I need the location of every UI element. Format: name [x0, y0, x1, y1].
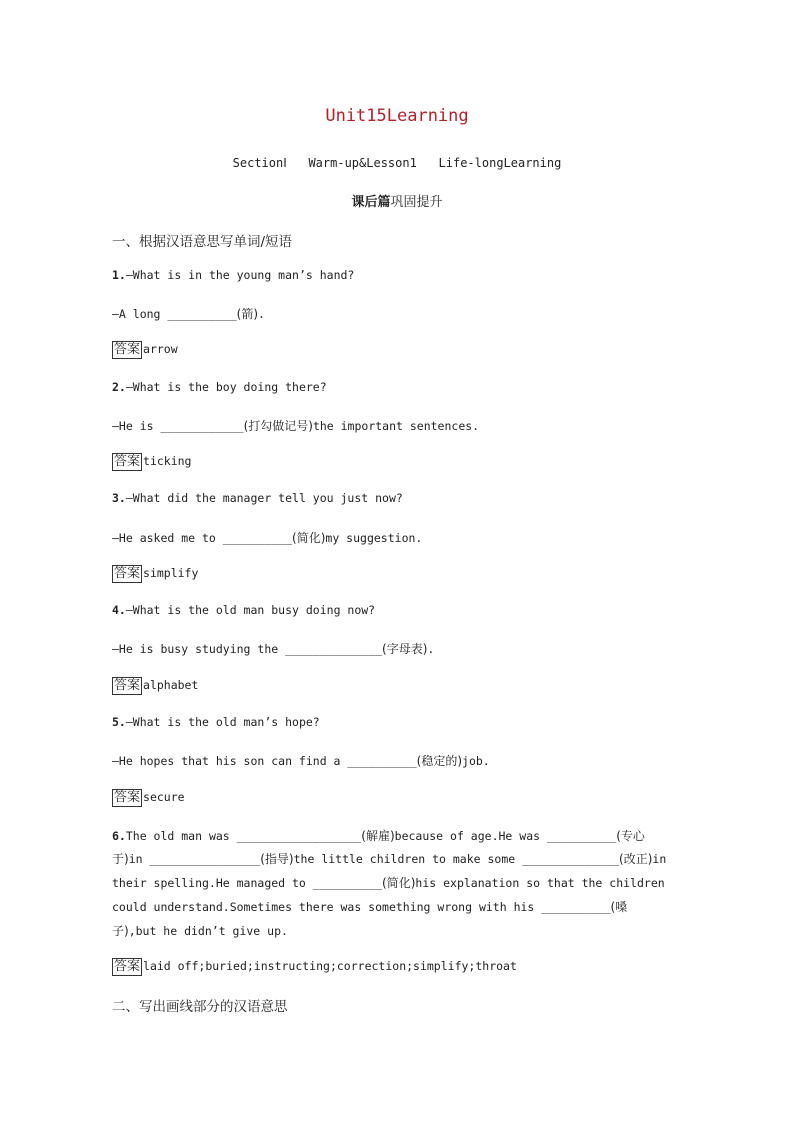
q6-text: his explanation so that the children: [415, 876, 665, 890]
q2-number: 2.: [112, 380, 126, 394]
q1-question-text: —What is in the young man’s hand?: [125, 268, 355, 282]
q6-hint: (指导): [260, 852, 294, 866]
answer-label-box: 答案: [114, 959, 141, 974]
q1-blank: __________: [167, 307, 237, 321]
q4-answer-line: [112, 640, 434, 657]
q4-answer-suffix: .: [427, 642, 435, 656]
q6-blank: __________: [546, 829, 617, 843]
q2-answer-text: ticking: [143, 454, 192, 468]
q6-answer-text: laid off;buried;instructing;correction;simplify;throat: [143, 959, 517, 973]
page-title: Unit15Learning: [325, 106, 469, 126]
q4-blank: ______________: [285, 642, 383, 656]
q6-line-1: [112, 827, 645, 844]
part1-heading: 一、根据汉语意思写单词/短语: [112, 234, 293, 250]
q6-blank: __________: [312, 876, 383, 890]
q6-number: 6.: [112, 829, 126, 843]
q6-line-2: [112, 850, 666, 867]
q1-number: 1.: [112, 268, 126, 282]
subtitle-lesson: Warm-up&Lesson1: [308, 156, 417, 170]
q2-hint: (打勾做记号): [243, 419, 313, 433]
q3-hint: (简化): [292, 531, 326, 545]
q1-question: [112, 268, 354, 282]
subheading-normal: 巩固提升: [390, 195, 443, 210]
q3-number: 3.: [112, 491, 126, 505]
q5-answer-line: [112, 752, 490, 769]
q6-answer: [112, 958, 517, 976]
q4-hint: (字母表): [382, 642, 428, 656]
q1-answer-prefix: —A long: [112, 307, 168, 321]
answer-label-box: 答案: [114, 678, 141, 693]
q6-blank: __________________: [236, 829, 362, 843]
q3-question: [112, 491, 403, 505]
q6-hint: (嗓: [610, 900, 628, 914]
q6-hint: 子): [112, 924, 129, 938]
q5-hint: (稳定的): [416, 754, 463, 768]
q5-answer-text: secure: [143, 790, 185, 804]
q2-question-text: —What is the boy doing there?: [125, 380, 327, 394]
q2-answer: [112, 453, 191, 471]
q6-text: their spelling.He managed to: [112, 876, 313, 890]
q6-blank: ________________: [149, 852, 261, 866]
q3-answer-prefix: —He asked me to: [112, 531, 223, 545]
q2-blank: ____________: [160, 419, 244, 433]
q6-text: in: [128, 852, 150, 866]
q3-question-text: —What did the manager tell you just now?: [125, 491, 403, 505]
q6-text: ,but he didn’t give up.: [128, 924, 288, 938]
subtitle-section: SectionⅠ: [232, 156, 287, 170]
q4-answer-prefix: —He is busy studying the: [112, 642, 286, 656]
q6-blank: __________: [541, 900, 611, 914]
q6-text: in: [652, 852, 667, 866]
q1-answer-suffix: .: [258, 307, 265, 321]
q2-question: [112, 380, 327, 394]
q5-answer-prefix: —He hopes that his son can find a: [112, 754, 348, 768]
answer-label-box: 答案: [114, 454, 141, 469]
section-subtitle: [0, 156, 794, 170]
q2-answer-line: [112, 417, 479, 434]
q1-hint: (箭): [236, 307, 259, 321]
q5-answer-suffix: job.: [462, 754, 490, 768]
q6-hint: (改正): [619, 852, 653, 866]
answer-label-box: 答案: [114, 790, 141, 805]
q3-answer: [112, 565, 198, 583]
q2-answer-suffix: the important sentences.: [312, 419, 480, 433]
q6-line-4: [112, 898, 627, 915]
q6-hint: (专心: [616, 829, 645, 843]
q4-question-text: —What is the old man busy doing now?: [125, 603, 376, 617]
q4-question: [112, 603, 375, 617]
subheading-bold: 课后篇: [351, 195, 391, 210]
q6-blank: ______________: [522, 852, 620, 866]
q3-answer-suffix: my suggestion.: [325, 531, 423, 545]
q4-answer-text: alphabet: [143, 678, 199, 692]
q6-line-3: [112, 874, 665, 891]
q3-blank: __________: [222, 531, 293, 545]
q6-hint: (解雇): [361, 829, 395, 843]
q3-answer-text: simplify: [143, 566, 199, 580]
q5-number: 5.: [112, 715, 126, 729]
q5-answer: [112, 789, 185, 807]
part2-heading: 二、写出画线部分的汉语意思: [112, 999, 288, 1015]
q5-blank: __________: [347, 754, 417, 768]
subtitle-topic: Life-longLearning: [438, 156, 562, 170]
q1-answer-line: [112, 305, 265, 322]
q6-hint: 于): [112, 852, 129, 866]
q6-text: The old man was: [125, 829, 237, 843]
q4-number: 4.: [112, 603, 126, 617]
exercise-subheading: [0, 191, 794, 210]
q1-answer: [112, 341, 178, 359]
q5-question-text: —What is the old man’s hope?: [125, 715, 320, 729]
q6-text: could understand.Sometimes there was something wrong with his: [112, 900, 542, 914]
q6-hint: (简化): [382, 876, 416, 890]
answer-label-box: 答案: [114, 342, 141, 357]
q4-answer: [112, 677, 198, 695]
answer-label-box: 答案: [114, 566, 141, 581]
q6-text: the little children to make some: [293, 852, 523, 866]
q6-text: because of age.He was: [394, 829, 547, 843]
q5-question: [112, 715, 320, 729]
q2-answer-prefix: —He is: [112, 419, 161, 433]
q1-answer-text: arrow: [143, 342, 178, 356]
q6-line-5: [112, 922, 288, 939]
q3-answer-line: [112, 529, 422, 546]
